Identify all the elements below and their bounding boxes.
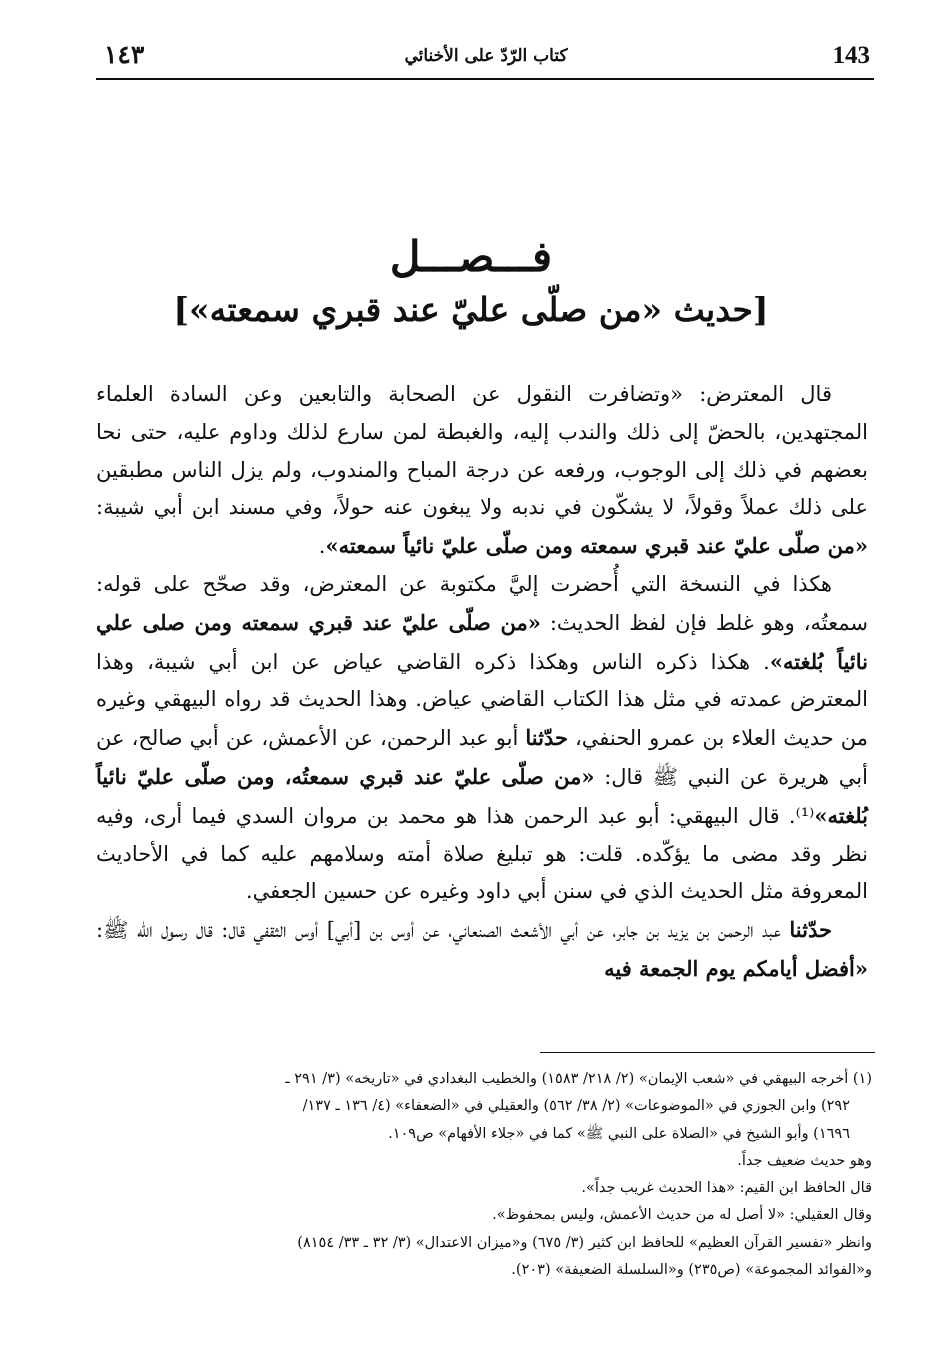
footnote-line: وانظر «تفسير القرآن العظيم» للحافظ ابن كثير (٣/ ٦٧٥) و«ميزان الاعتدال» (٣/ ٣٢ ـ ٣٣/ ٨١٥٤) [297, 1234, 872, 1251]
running-title: كتاب الرّدّ على الأخنائي [404, 46, 568, 66]
page-number-latin: 143 [832, 42, 870, 69]
header-rule [96, 78, 874, 80]
text-span: هكذا في النسخة التي أُحضرت إليَّ مكتوبة عن المعترض، وقد صحّح على قوله: سمعتُه، وهو غلط فإن لفظ الحديث: [96, 571, 868, 635]
main-text [96, 376, 868, 989]
footnotes [92, 1066, 872, 1284]
footnote-line: ١٦٩٦) وأبو الشيخ في «الصلاة على النبي ﷺ» كما في «جلاء الأفهام» ص١٠٩. [388, 1125, 850, 1142]
footnote-line: ٢٩٢) وابن الجوزي في «الموضوعات» (٢/ ٣٨/ ٥٦٢) والعقيلي في «الضعفاء» (٤/ ١٣٦ ـ ١٣٧/ [302, 1098, 850, 1115]
narration-keyword: حدّثنا [789, 917, 832, 943]
footnote-line: (١) أخرجه البيهقي في «شعب الإيمان» (٢/ ٢١٨/ ١٥٨٣) والخطيب البغدادي في «تاريخه» (٣/ ٢٩١ ـ [285, 1071, 872, 1087]
hadith-quote: «أفضل أيامكم يوم الجمعة فيه [604, 955, 868, 981]
narration-keyword: حدّثنا [525, 725, 568, 751]
section-title: [حديث «من صلّى عليّ عند قبري سمعته»] [173, 290, 769, 329]
text-span: أبو عبد الرحمن، عن الأعمش، عن أبي صالح، عن أبي هريرة عن النبي ﷺ قال: [96, 726, 868, 789]
paragraph-2 [96, 566, 868, 911]
hadith-quote: «من صلّى عليّ عند قبري سمعته ومن صلّى عليّ نائياً سمعته» [325, 533, 868, 559]
section-label: فـــصـــل [389, 232, 553, 281]
text-span: ⁽¹⁾. قال البيهقي: أبو عبد الرحمن هذا هو محمد بن مروان السدي فيما أرى، وفيه نظر وقد مضى ما يؤكّده. قلت: هو تبليغ صلاة أمته وسلامهم عليه كما في الأحاديث المعروفة مثل الحديث الذي في سنن أبي داود وغيره عن حسين الجعفي. [96, 803, 868, 904]
hadith-quote: «من صلّى عليّ عند قبري سمعته ومن صلى علي نائياً بُلغته» [96, 609, 868, 674]
text-span: . [318, 534, 326, 559]
text-span: . هكذا ذكره الناس وهكذا ذكره القاضي عياض عن ابن أبي شيبة، وهذا المعترض عمدته في مثل هذا الكتاب القاضي عياض. وهذا الحديث قد رواه البيهقي وغيره من حديث العلاء بن عمرو الحنفي، [96, 649, 868, 751]
footnote-line: قال الحافظ ابن القيم: «هذا الحديث غريب جداً». [581, 1180, 872, 1197]
footnote-line: و«الفوائد المجموعة» (ص٢٣٥) و«السلسلة الضعيفة» (٢٠٣). [511, 1262, 872, 1279]
footnote-line: وقال العقيلي: «لا أصل له من حديث الأعمش، وليس بمحفوظ». [492, 1207, 872, 1224]
hadith-quote: «من صلّى عليّ عند قبري سمعتُه، ومن صلّى عليّ نائياً بُلغته» [96, 763, 868, 828]
page-header [96, 38, 876, 78]
text-span: عبد الرحمن بن يزيد بن جابر، عن أبي الأشعث الصنعاني، عن أوس بن [أبي] أوس الثقفي قال: قال رسول الله ﷺ: [96, 918, 790, 943]
text-span: قال المعترض: «وتضافرت النقول عن الصحابة والتابعين وعن السادة العلماء المجتهدين، بالحضّ إلى ذلك والندب إليه، والغبطة لمن سارع لذلك وداوم عليه، حتى نحا بعضهم في ذلك إلى الوجوب، ورفعه عن درجة المباح والمندوب، ولم يزل الناس مطبقين على ذلك عملاً وقولاً، لا يشكّون في ندبه ولا يبغون عنه حولاً، وفي مسند ابن أبي شيبة: [96, 382, 868, 520]
page-number-arabic: ١٤٣ [104, 40, 145, 69]
footnote-separator [540, 1052, 875, 1053]
paragraph-3 [96, 911, 868, 989]
footnote-line: وهو حديث ضعيف جداً. [737, 1152, 872, 1169]
paragraph-1 [96, 376, 868, 566]
